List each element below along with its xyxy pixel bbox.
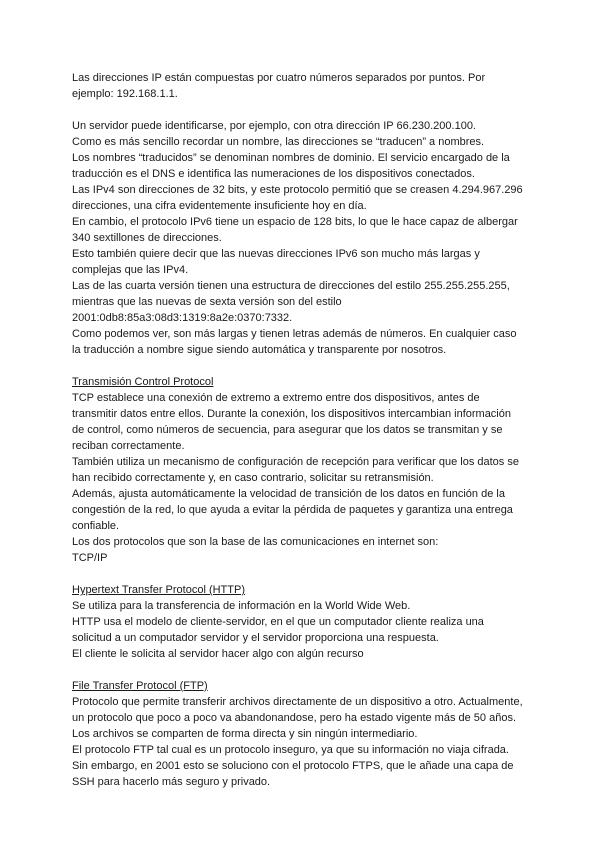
text-line: mientras que las nuevas de sexta versión son del estilo [72, 296, 342, 308]
text-line: 340 sextillones de direcciones. [72, 232, 222, 244]
text-line: TCP establece una conexión de extremo a extremo entre dos dispositivos, antes de [72, 392, 480, 404]
text-line: Como es más sencillo recordar un nombre, las direcciones se “traducen” a nombres. [72, 136, 485, 148]
text-line: Las direcciones IP están compuestas por cuatro números separados por puntos. Por [72, 72, 486, 84]
http-heading: Hypertext Transfer Protocol (HTTP) [72, 584, 245, 596]
intro-paragraph-ip-format [72, 70, 534, 102]
text-line: confiable. [72, 520, 120, 532]
text-line: la traducción a nombre sigue siendo automática y transparente por nosotros. [72, 344, 447, 356]
text-line: un protocolo que poco a poco va abandonandose, pero ha estado vigente más de 50 años. [72, 712, 517, 724]
text-line: Los nombres “traducidos” se denominan nombres de dominio. El servicio encargado de la [72, 152, 510, 164]
text-line: Las de las cuarta versión tienen una estructura de direcciones del estilo 255.255.255.255, [72, 280, 510, 292]
text-line: El cliente le solicita al servidor hacer algo con algún recurso [72, 648, 364, 660]
paragraph-gap [72, 102, 534, 118]
ftp-heading: File Transfer Protocol (FTP) [72, 680, 208, 692]
text-line: complejas que las IPv4. [72, 264, 189, 276]
http-section [72, 582, 534, 662]
paragraph-gap [72, 662, 534, 678]
text-line: reciban correctamente. [72, 440, 185, 452]
text-line: 2001:0db8:85a3:08d3:1319:8a2e:0370:7332. [72, 312, 293, 324]
text-line: han recibido correctamente y, en caso contrario, solicitar su retransmisión. [72, 472, 434, 484]
intro-paragraph-ip-versions [72, 118, 534, 358]
text-line: transmitir datos entre ellos. Durante la conexión, los dispositivos intercambian información [72, 408, 511, 420]
text-line: traducción es el DNS e identifica las numeraciones de los dispositivos conectados. [72, 168, 475, 180]
text-line: ejemplo: 192.168.1.1. [72, 88, 178, 100]
paragraph-gap [72, 566, 534, 582]
text-line: Protocolo que permite transferir archivos directamente de un dispositivo a otro. Actualmente, [72, 696, 523, 708]
text-line: congestión de la red, lo que ayuda a evitar la pérdida de paquetes y garantiza una entrega [72, 504, 513, 516]
text-line: Sin embargo, en 2001 esto se soluciono con el protocolo FTPS, que le añade una capa de [72, 760, 514, 772]
tcp-heading: Transmisión Control Protocol [72, 376, 214, 388]
text-line: de control, como números de secuencia, para asegurar que los datos se transmitan y se [72, 424, 503, 436]
tcp-section [72, 374, 534, 566]
text-line: Los archivos se comparten de forma directa y sin ningún intermediario. [72, 728, 418, 740]
text-line: Las IPv4 son direcciones de 32 bits, y este protocolo permitió que se creasen 4.294.967.296 [72, 184, 523, 196]
paragraph-gap [72, 358, 534, 374]
document-page [72, 70, 534, 790]
text-line: direcciones, una cifra evidentemente insuficiente hoy en día. [72, 200, 367, 212]
text-line: Los dos protocolos que son la base de las comunicaciones en internet son: [72, 536, 439, 548]
text-line: Un servidor puede identificarse, por ejemplo, con otra dirección IP 66.230.200.100. [72, 120, 476, 132]
text-line: TCP/IP [72, 552, 108, 564]
ftp-section [72, 678, 534, 790]
text-line: El protocolo FTP tal cual es un protocolo inseguro, ya que su información no viaja cifrada. [72, 744, 509, 756]
text-line: Se utiliza para la transferencia de información en la World Wide Web. [72, 600, 411, 612]
text-line: SSH para hacerlo más seguro y privado. [72, 776, 271, 788]
text-line: Esto también quiere decir que las nuevas direcciones IPv6 son mucho más largas y [72, 248, 480, 260]
text-line: solicitud a un computador servidor y el servidor proporciona una respuesta. [72, 632, 439, 644]
text-line: También utiliza un mecanismo de configuración de recepción para verificar que los datos se [72, 456, 519, 468]
text-line: Como podemos ver, son más largas y tienen letras además de números. En cualquier caso [72, 328, 517, 340]
text-line: Además, ajusta automáticamente la velocidad de transición de los datos en función de la [72, 488, 505, 500]
text-line: En cambio, el protocolo IPv6 tiene un espacio de 128 bits, lo que le hace capaz de albergar [72, 216, 518, 228]
text-line: HTTP usa el modelo de cliente-servidor, en el que un computador cliente realiza una [72, 616, 484, 628]
